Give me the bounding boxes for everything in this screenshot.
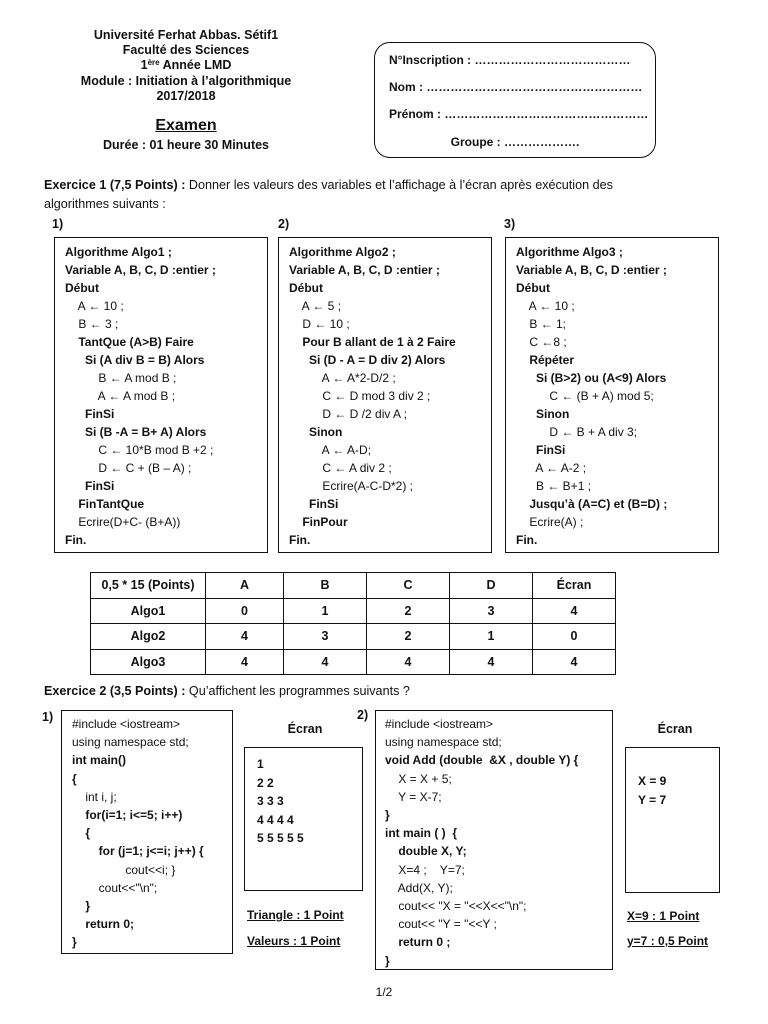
- header-cell: B: [284, 573, 367, 599]
- algo2-line: Algorithme Algo2 ;: [289, 245, 396, 259]
- algo2-line: FinSi: [289, 497, 339, 511]
- algo3-line: B ← B+1 ;: [516, 479, 592, 493]
- output1-line: 5 5 5 5 5: [257, 831, 304, 845]
- algo2-line: Pour B allant de 1 à 2 Faire: [289, 335, 456, 349]
- table-cell: 2: [367, 598, 450, 624]
- algo2-line: FinPour: [289, 515, 348, 529]
- program1-line: }: [72, 899, 91, 913]
- table-cell: 4: [533, 649, 616, 675]
- academic-year: 1ère Année LMD: [140, 58, 232, 73]
- algo1-line: A ← A mod B ;: [65, 389, 176, 403]
- algo2-line: Ecrire(A-C-D*2) ;: [289, 479, 414, 493]
- row-label: Algo1: [91, 598, 206, 624]
- algo1-line: Fin.: [65, 533, 87, 547]
- output1-line: 1: [257, 757, 264, 771]
- exam-duration: Durée : 01 heure 30 Minutes: [102, 138, 270, 152]
- exercise1-title: Exercice 1 (7,5 Points) : Donner les valeurs des variables et l’affichage à l’écran après exécution des algorithmes suivants :: [44, 178, 613, 211]
- ecran-label-1: Écran: [287, 722, 323, 736]
- algo3-line: Répéter: [516, 353, 575, 367]
- program2-line: Y = X-7;: [385, 789, 442, 804]
- student-id-box: [374, 42, 656, 158]
- algo3-line: Sinon: [516, 407, 570, 421]
- university-name: Université Ferhat Abbas. Sétif1: [93, 28, 279, 42]
- algo3-line: Début: [516, 281, 550, 295]
- algo1-line: D ← C + (B – A) ;: [65, 461, 192, 475]
- program1-line: }: [72, 935, 77, 950]
- table-cell: 4: [206, 649, 284, 675]
- header-cell: D: [450, 573, 533, 599]
- algo2-line: Sinon: [289, 425, 343, 439]
- algo3-line: Variable A, B, C, D :entier ;: [516, 263, 667, 277]
- prog2-number: 2): [357, 708, 369, 722]
- results-header-row: [91, 573, 616, 599]
- program1-line: {: [72, 771, 77, 786]
- program1-line: cout<<i; }: [72, 862, 176, 877]
- output2-line: Y = 7: [638, 792, 667, 807]
- output1-line: 2 2: [257, 775, 274, 790]
- table-row: [91, 649, 616, 675]
- algo3-line: Fin.: [516, 533, 538, 547]
- algo3-line: Algorithme Algo3 ;: [516, 245, 623, 259]
- algo3-line: C ← (B + A) mod 5;: [516, 389, 654, 403]
- algo3-line: Si (B>2) ou (A<9) Alors: [516, 371, 667, 385]
- program2-line: X=4 ; Y=7;: [385, 862, 465, 877]
- algo2-line: Variable A, B, C, D :entier ;: [289, 263, 440, 277]
- session-year: 2017/2018: [156, 88, 216, 103]
- header-cell: A: [206, 573, 284, 599]
- nom-field[interactable]: Nom : ………………………………………………: [389, 80, 643, 94]
- points-y: y=7 : 0,5 Point: [627, 934, 709, 948]
- algo2-line: A ← A-D;: [289, 443, 372, 457]
- algo2-line: Début: [289, 281, 323, 295]
- algo2-line: C ← A div 2 ;: [289, 461, 392, 475]
- algo1-line: FinSi: [65, 479, 115, 493]
- program2-line: Add(X, Y);: [385, 880, 453, 895]
- exam-title: Examen: [155, 117, 217, 134]
- program1-line: {: [72, 826, 91, 841]
- algo3-number: 3): [504, 217, 516, 231]
- algo1-line: A ← 10 ;: [65, 299, 124, 313]
- algo2-line: C ← D mod 3 div 2 ;: [289, 389, 431, 403]
- program1-line: #include <iostream>: [72, 717, 181, 731]
- table-cell: 3: [450, 598, 533, 624]
- program1-line: for (j=1; j<=i; j++) {: [72, 844, 204, 859]
- program2-line: return 0 ;: [385, 935, 451, 950]
- table-cell: 2: [367, 624, 450, 650]
- output2-line: X = 9: [638, 774, 667, 788]
- algo3-line: A ← A-2 ;: [516, 461, 587, 475]
- algo1-line: C ← 10*B mod B +2 ;: [65, 443, 214, 457]
- algo1-line: Ecrire(D+C- (B+A)): [65, 515, 181, 529]
- header-cell: Écran: [533, 573, 616, 599]
- algo1-line: FinSi: [65, 407, 115, 421]
- table-cell: 4: [206, 624, 284, 650]
- algo2-line: Fin.: [289, 533, 311, 547]
- table-cell: 3: [284, 624, 367, 650]
- table-cell: 4: [284, 649, 367, 675]
- algo3-line: Ecrire(A) ;: [516, 515, 584, 529]
- program1-line: int i, j;: [72, 789, 117, 804]
- algo3-box: [505, 237, 719, 553]
- points-x: X=9 : 1 Point: [627, 909, 700, 923]
- algo2-line: A ← A*2-D/2 ;: [289, 371, 396, 385]
- algo2-line: D ← D /2 div A ;: [289, 407, 408, 421]
- points-triangle: Triangle : 1 Point: [247, 908, 344, 922]
- output-screen-2: [625, 747, 720, 893]
- points-valeurs: Valeurs : 1 Point: [247, 934, 341, 948]
- header-cell: 0,5 * 15 (Points): [91, 573, 206, 599]
- table-cell: 4: [450, 649, 533, 675]
- algo1-line: FinTantQue: [65, 497, 145, 511]
- program1-line: for(i=1; i<=5; i++): [72, 808, 183, 822]
- algo1-number: 1): [52, 217, 64, 231]
- algo1-line: Si (A div B = B) Alors: [65, 353, 205, 367]
- algo3-line: B ← 1;: [516, 317, 567, 331]
- prenom-field[interactable]: Prénom : ……………………………………………: [389, 107, 649, 121]
- program1-line: cout<<"\n";: [72, 880, 158, 895]
- row-label: Algo3: [91, 649, 206, 675]
- algo2-box: [278, 237, 492, 553]
- algo3-line: C ←8 ;: [516, 335, 567, 349]
- institution-header: [58, 28, 314, 104]
- inscription-field[interactable]: N°Inscription : …………………………………: [389, 53, 631, 67]
- program2-line: #include <iostream>: [385, 717, 494, 731]
- algo2-line: A ← 5 ;: [289, 299, 342, 313]
- program2-line: cout<< "X = "<<X<<"\n";: [385, 899, 527, 913]
- table-cell: 0: [206, 598, 284, 624]
- program2-box: [375, 710, 613, 970]
- exercise2-title: Exercice 2 (3,5 Points) : Qu’affichent les programmes suivants ?: [44, 684, 410, 698]
- prog1-number: 1): [42, 710, 54, 724]
- program2-line: cout<< "Y = "<<Y ;: [385, 917, 497, 932]
- algo1-line: Si (B -A = B+ A) Alors: [65, 425, 207, 439]
- algo2-line: D ← 10 ;: [289, 317, 350, 331]
- groupe-field[interactable]: Groupe : ……………….: [450, 135, 580, 149]
- algo2-line: Si (D - A = D div 2) Alors: [289, 353, 446, 367]
- header-cell: C: [367, 573, 450, 599]
- program1-box: [61, 710, 233, 954]
- table-cell: 4: [367, 649, 450, 675]
- faculty-name: Faculté des Sciences: [122, 43, 250, 58]
- output1-line: 3 3 3: [257, 794, 284, 808]
- table-row: [91, 598, 616, 624]
- program2-line: }: [385, 808, 390, 822]
- table-row: [91, 624, 616, 650]
- algo1-line: TantQue (A>B) Faire: [65, 335, 194, 349]
- page-number: 1/2: [375, 985, 393, 999]
- algo3-line: A ← 10 ;: [516, 299, 575, 313]
- program2-line: void Add (double &X , double Y) {: [385, 753, 579, 768]
- program1-line: using namespace std;: [72, 735, 189, 750]
- output1-line: 4 4 4 4: [257, 812, 294, 827]
- table-cell: 1: [450, 624, 533, 650]
- algo2-number: 2): [278, 217, 290, 231]
- module-name: Module : Initiation à l’algorithmique: [80, 73, 292, 88]
- algo3-line: D ← B + A div 3;: [516, 425, 638, 439]
- program2-line: X = X + 5;: [385, 771, 452, 786]
- ecran-label-2: Écran: [657, 722, 693, 736]
- algo1-line: Début: [65, 281, 99, 295]
- table-cell: 0: [533, 624, 616, 650]
- results-table: [90, 572, 616, 675]
- algo1-box: [54, 237, 268, 553]
- algo1-line: Algorithme Algo1 ;: [65, 245, 172, 259]
- program1-line: int main(): [72, 753, 126, 768]
- algo1-line: Variable A, B, C, D :entier ;: [65, 263, 216, 277]
- algo1-line: B ← 3 ;: [65, 317, 119, 331]
- row-label: Algo2: [91, 624, 206, 650]
- program2-line: double X, Y;: [385, 844, 467, 859]
- algo3-line: FinSi: [516, 443, 566, 457]
- algo3-line: Jusqu’à (A=C) et (B=D) ;: [516, 497, 668, 511]
- program2-line: using namespace std;: [385, 735, 502, 750]
- algo1-line: B ← A mod B ;: [65, 371, 177, 385]
- program2-line: }: [385, 953, 390, 968]
- program1-line: return 0;: [72, 917, 135, 932]
- output-screen-1: [244, 747, 363, 891]
- table-cell: 1: [284, 598, 367, 624]
- table-cell: 4: [533, 598, 616, 624]
- program2-line: int main ( ) {: [385, 826, 457, 841]
